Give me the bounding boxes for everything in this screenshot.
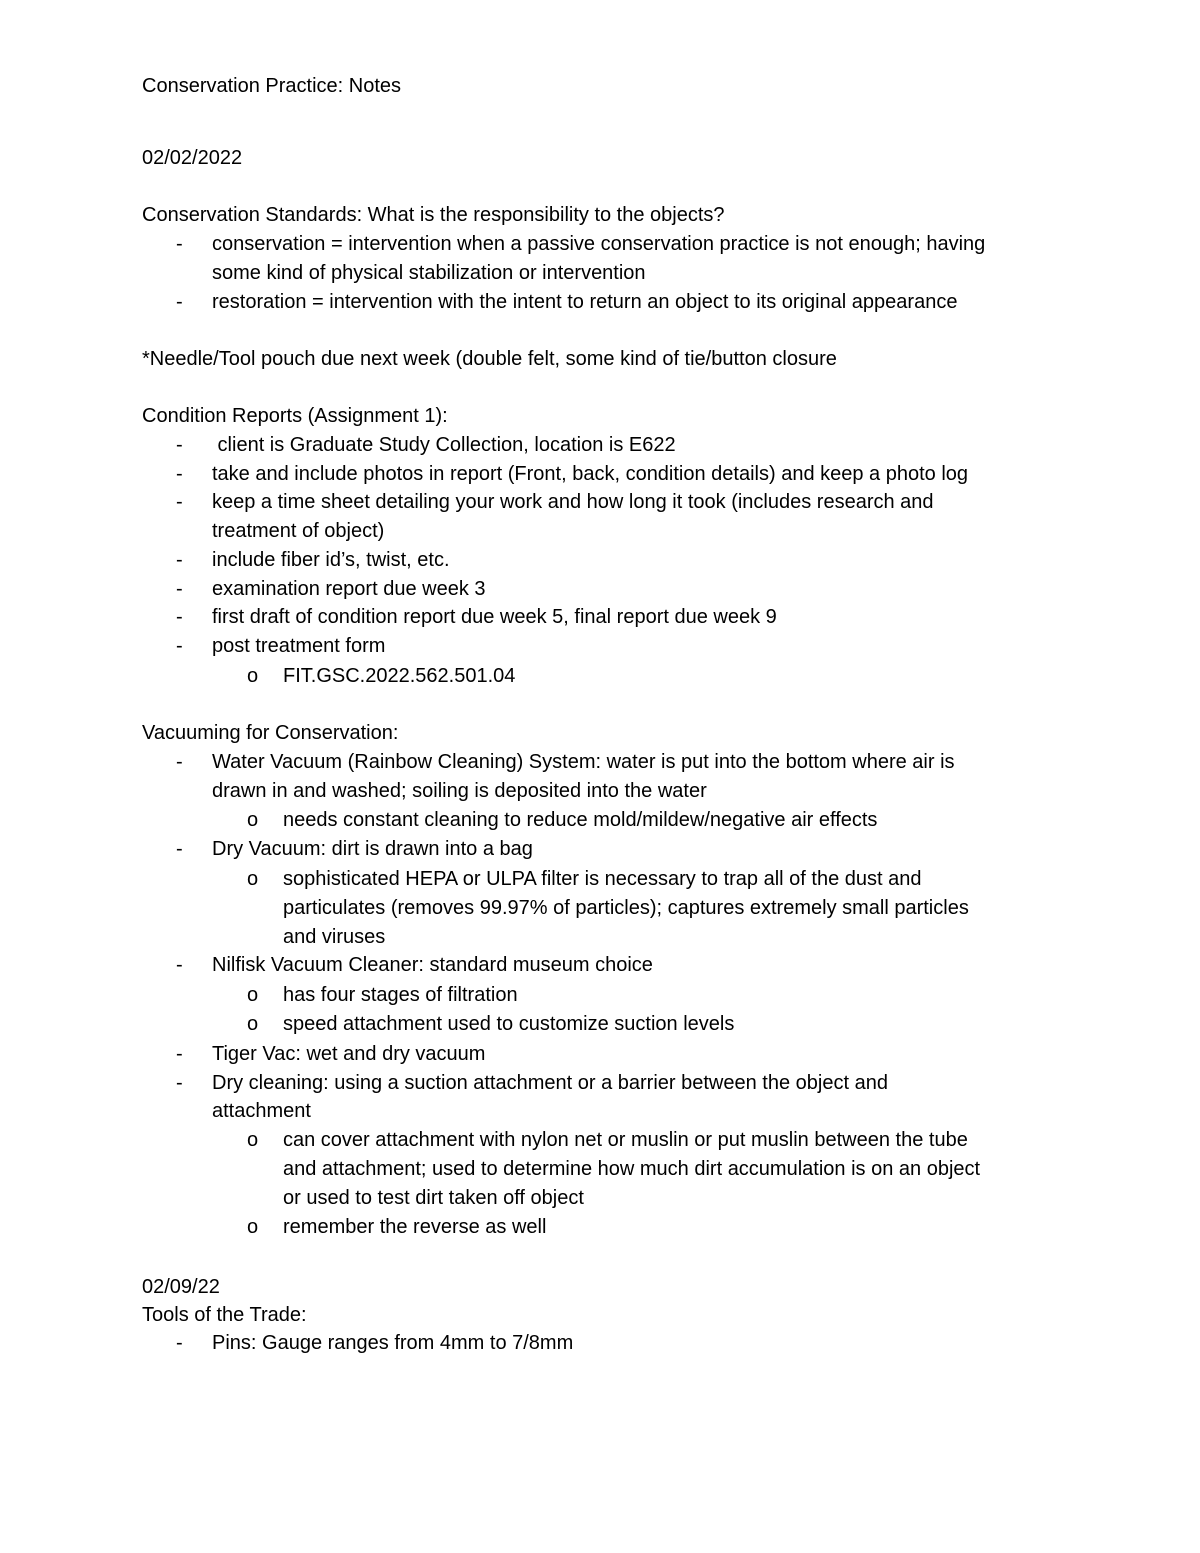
list-item: Water Vacuum (Rainbow Cleaning) System: water is put into the bottom where air is — [212, 751, 955, 773]
dash-marker: - — [176, 635, 183, 657]
circle-bullet-icon: o — [247, 984, 259, 1006]
list-item: keep a time sheet detailing your work and how long it took (includes research and — [212, 491, 934, 513]
sub-list-item: has four stages of filtration — [283, 984, 518, 1006]
dash-marker: - — [176, 233, 183, 255]
dash-marker: - — [176, 434, 183, 456]
sub-list-item-continuation: and viruses — [283, 926, 386, 948]
list-item-continuation: treatment of object) — [212, 520, 385, 542]
list-item: restoration = intervention with the intent to return an object to its original appearance — [212, 291, 958, 313]
list-item: include fiber id’s, twist, etc. — [212, 549, 450, 571]
list-item: Dry Vacuum: dirt is drawn into a bag — [212, 838, 533, 860]
date-heading: 02/09/22 — [142, 1276, 220, 1298]
list-item-continuation: attachment — [212, 1100, 311, 1122]
section-heading-vacuum: Vacuuming for Conservation: — [142, 722, 399, 744]
sub-list-item: sophisticated HEPA or ULPA filter is necessary to trap all of the dust and — [283, 868, 922, 890]
document-title: Conservation Practice: Notes — [142, 75, 402, 97]
sub-list-item: can cover attachment with nylon net or muslin or put muslin between the tube — [283, 1129, 968, 1151]
list-item: Dry cleaning: using a suction attachment or a barrier between the object and — [212, 1072, 888, 1094]
list-item: Tiger Vac: wet and dry vacuum — [212, 1043, 486, 1065]
dash-marker: - — [176, 1072, 183, 1094]
dash-marker: - — [176, 291, 183, 313]
section-heading-condition: Condition Reports (Assignment 1): — [142, 405, 448, 427]
section-heading-tools: Tools of the Trade: — [142, 1304, 307, 1326]
sub-list-item-continuation: or used to test dirt taken off object — [283, 1187, 584, 1209]
circle-bullet-icon: o — [247, 665, 259, 687]
dash-marker: - — [176, 751, 183, 773]
circle-bullet-icon: o — [247, 868, 259, 890]
list-item: Pins: Gauge ranges from 4mm to 7/8mm — [212, 1332, 574, 1354]
sub-list-item: speed attachment used to customize suction levels — [283, 1013, 735, 1035]
list-item: examination report due week 3 — [212, 578, 486, 600]
dash-marker: - — [176, 606, 183, 628]
sub-list-item: FIT.GSC.2022.562.501.04 — [283, 665, 516, 687]
list-item: take and include photos in report (Front, back, condition details) and keep a photo log — [212, 463, 969, 485]
sub-list-item: remember the reverse as well — [283, 1216, 547, 1238]
dash-marker: - — [176, 549, 183, 571]
dash-marker: - — [176, 1332, 183, 1354]
date-heading: 02/02/2022 — [142, 147, 243, 169]
sub-list-item-continuation: and attachment; used to determine how much dirt accumulation is on an object — [283, 1158, 981, 1180]
list-item: post treatment form — [212, 635, 386, 657]
dash-marker: - — [176, 578, 183, 600]
circle-bullet-icon: o — [247, 1013, 259, 1035]
list-item: first draft of condition report due week 5, final report due week 9 — [212, 606, 777, 628]
dash-marker: - — [176, 838, 183, 860]
dash-marker: - — [176, 1043, 183, 1065]
circle-bullet-icon: o — [247, 1216, 259, 1238]
dash-marker: - — [176, 954, 183, 976]
list-item: client is Graduate Study Collection, location is E622 — [212, 434, 676, 456]
list-item: Nilfisk Vacuum Cleaner: standard museum choice — [212, 954, 653, 976]
circle-bullet-icon: o — [247, 1129, 259, 1151]
list-item: conservation = intervention when a passive conservation practice is not enough; having — [212, 233, 986, 255]
dash-marker: - — [176, 463, 183, 485]
list-item-continuation: drawn in and washed; soiling is deposited into the water — [212, 780, 707, 802]
dash-marker: - — [176, 491, 183, 513]
sub-list-item: needs constant cleaning to reduce mold/mildew/negative air effects — [283, 809, 878, 831]
list-item-continuation: some kind of physical stabilization or intervention — [212, 262, 646, 284]
section-heading-standards: Conservation Standards: What is the responsibility to the objects? — [142, 204, 725, 226]
note-line: *Needle/Tool pouch due next week (double felt, some kind of tie/button closure — [142, 348, 837, 370]
sub-list-item-continuation: particulates (removes 99.97% of particles); captures extremely small particles — [283, 897, 969, 919]
circle-bullet-icon: o — [247, 809, 259, 831]
